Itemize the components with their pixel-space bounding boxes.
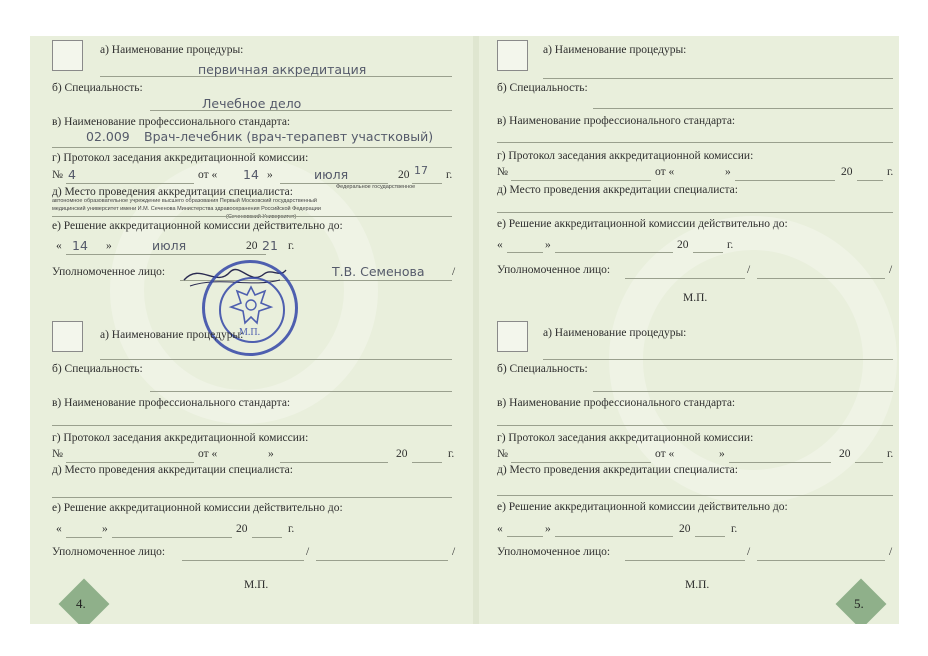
specialty-label: б) Специальность: bbox=[52, 82, 143, 94]
protocol-number-sign: № bbox=[497, 166, 508, 178]
authorized-label: Уполномоченное лицо: bbox=[52, 546, 166, 558]
protocol-number-sign: № bbox=[497, 448, 508, 460]
decision-label: е) Решение аккредитационной комиссии действительно до: bbox=[497, 218, 788, 230]
place-line bbox=[497, 212, 893, 213]
place-line bbox=[52, 497, 452, 498]
protocol-year-line bbox=[412, 183, 442, 184]
standard-label: в) Наименование профессионального стандарта: bbox=[52, 116, 291, 128]
valid-year-line bbox=[693, 252, 723, 253]
protocol-day-close: » bbox=[719, 448, 725, 460]
protocol-label: г) Протокол заседания аккредитационной комиссии: bbox=[497, 150, 754, 162]
valid-day-line bbox=[66, 537, 102, 538]
authorized-slash: / bbox=[452, 266, 456, 278]
procedure-line bbox=[100, 359, 452, 360]
place-line bbox=[52, 216, 452, 217]
protocol-number-line bbox=[66, 183, 194, 184]
authorized-label: Уполномоченное лицо: bbox=[52, 266, 166, 278]
valid-open-quote: « bbox=[56, 523, 62, 535]
protocol-year-prefix: 20 bbox=[396, 448, 408, 460]
protocol-year: 17 bbox=[414, 164, 428, 177]
protocol-month-line bbox=[729, 462, 831, 463]
valid-month-line bbox=[555, 536, 673, 537]
entry-checkbox bbox=[52, 321, 83, 352]
mp-label: М.П. bbox=[244, 579, 269, 591]
procedure-label: а) Наименование процедуры: bbox=[100, 329, 244, 341]
valid-open-quote: « bbox=[56, 240, 62, 252]
place-value-1: Федеральное государственное bbox=[336, 184, 416, 190]
standard-code: 02.009 bbox=[86, 129, 130, 144]
valid-month: июля bbox=[152, 238, 187, 253]
protocol-from: от « bbox=[655, 448, 675, 460]
procedure-line bbox=[543, 359, 893, 360]
protocol-year-line bbox=[412, 462, 442, 463]
valid-year-prefix: 20 bbox=[246, 240, 258, 252]
decision-label: е) Решение аккредитационной комиссии действительно до: bbox=[497, 501, 788, 513]
specialty-label: б) Специальность: bbox=[52, 363, 143, 375]
protocol-month-line bbox=[735, 180, 835, 181]
page-number-right: 5. bbox=[854, 596, 864, 611]
standard-line bbox=[52, 147, 452, 148]
protocol-from: от « bbox=[198, 169, 218, 181]
authorized-slash-mid: / bbox=[747, 264, 751, 276]
valid-month-line bbox=[112, 537, 232, 538]
valid-close-quote: » bbox=[102, 523, 108, 535]
valid-day-line bbox=[507, 536, 543, 537]
protocol-month-line bbox=[280, 462, 388, 463]
procedure-label: а) Наименование процедуры: bbox=[543, 44, 687, 56]
valid-close-quote: » bbox=[545, 239, 551, 251]
standard-line bbox=[497, 142, 893, 143]
authorized-label: Уполномоченное лицо: bbox=[497, 546, 611, 558]
standard-label: в) Наименование профессионального стандарта: bbox=[52, 397, 291, 409]
valid-close-quote: » bbox=[545, 523, 551, 535]
entry-checkbox bbox=[52, 40, 83, 71]
entry-checkbox bbox=[497, 40, 528, 71]
place-label: д) Место проведения аккредитации специалиста: bbox=[497, 184, 738, 196]
standard-line bbox=[52, 425, 452, 426]
authorized-line-1 bbox=[625, 278, 745, 279]
procedure-line bbox=[543, 78, 893, 79]
mp-label: М.П. bbox=[685, 579, 710, 591]
authorized-slash: / bbox=[452, 546, 456, 558]
protocol-label: г) Протокол заседания аккредитационной комиссии: bbox=[52, 152, 309, 164]
specialty-line bbox=[593, 108, 893, 109]
valid-year-prefix: 20 bbox=[677, 239, 689, 251]
valid-line bbox=[66, 254, 266, 255]
protocol-number-line bbox=[66, 462, 194, 463]
decision-label: е) Решение аккредитационной комиссии действительно до: bbox=[52, 502, 343, 514]
protocol-day-close: » bbox=[268, 448, 274, 460]
standard-label: в) Наименование профессионального стандарта: bbox=[497, 397, 736, 409]
procedure-label: а) Наименование процедуры: bbox=[100, 44, 244, 56]
page-number-left: 4. bbox=[76, 596, 86, 611]
accreditation-entry-3 bbox=[479, 36, 899, 306]
valid-year-prefix: 20 bbox=[236, 523, 248, 535]
protocol-number: 4 bbox=[68, 167, 76, 182]
valid-close-quote: » bbox=[106, 240, 112, 252]
protocol-month: июля bbox=[314, 167, 349, 182]
authorized-line-2 bbox=[757, 560, 885, 561]
valid-year-line bbox=[695, 536, 725, 537]
signer-name: Т.В. Семенова bbox=[332, 264, 425, 279]
accreditation-entry-4 bbox=[479, 319, 899, 589]
place-label: д) Место проведения аккредитации специалиста: bbox=[52, 464, 293, 476]
decision-label: е) Решение аккредитационной комиссии действительно до: bbox=[52, 220, 343, 232]
protocol-label: г) Протокол заседания аккредитационной комиссии: bbox=[497, 432, 754, 444]
left-page bbox=[30, 36, 473, 624]
valid-year-suffix: г. bbox=[288, 523, 295, 535]
protocol-year-prefix: 20 bbox=[398, 169, 410, 181]
place-label: д) Место проведения аккредитации специалиста: bbox=[497, 464, 738, 476]
valid-open-quote: « bbox=[497, 239, 503, 251]
protocol-year-line bbox=[855, 462, 883, 463]
authorized-slash: / bbox=[889, 546, 893, 558]
place-value-3: медицинский университет имени И.М. Сеченова Министерства здравоохранения Российской Федерации bbox=[52, 206, 321, 212]
valid-year-suffix: г. bbox=[731, 523, 738, 535]
protocol-number-sign: № bbox=[52, 448, 63, 460]
valid-day-line bbox=[507, 252, 543, 253]
protocol-year-line bbox=[857, 180, 883, 181]
authorized-slash-mid: / bbox=[306, 546, 310, 558]
mp-label: М.П. bbox=[683, 292, 708, 304]
procedure-value: первичная аккредитация bbox=[198, 62, 367, 77]
valid-year-line bbox=[252, 537, 282, 538]
standard-name: Врач-лечебник (врач-терапевт участковый) bbox=[144, 129, 434, 144]
place-line bbox=[497, 495, 893, 496]
specialty-label: б) Специальность: bbox=[497, 363, 588, 375]
protocol-day: 14 bbox=[243, 167, 259, 182]
protocol-from: от « bbox=[655, 166, 675, 178]
protocol-number-line bbox=[511, 462, 651, 463]
standard-label: в) Наименование профессионального стандарта: bbox=[497, 115, 736, 127]
protocol-label: г) Протокол заседания аккредитационной комиссии: bbox=[52, 432, 309, 444]
protocol-number-sign: № bbox=[52, 169, 63, 181]
place-value-2: автономное образовательное учреждение высшего образования Первый Московский государственный bbox=[52, 198, 317, 204]
authorized-line-1 bbox=[625, 560, 745, 561]
specialty-line bbox=[593, 391, 893, 392]
valid-year-suffix: г. bbox=[288, 240, 295, 252]
protocol-day-close: » bbox=[267, 169, 273, 181]
entry-checkbox bbox=[497, 321, 528, 352]
place-label: д) Место проведения аккредитации специалиста: bbox=[52, 186, 293, 198]
valid-open-quote: « bbox=[497, 523, 503, 535]
protocol-year-suffix: г. bbox=[887, 166, 894, 178]
specialty-value: Лечебное дело bbox=[202, 96, 302, 111]
protocol-from: от « bbox=[198, 448, 218, 460]
standard-line bbox=[497, 425, 893, 426]
authorized-line-2 bbox=[757, 278, 885, 279]
protocol-year-prefix: 20 bbox=[839, 448, 851, 460]
protocol-number-line bbox=[511, 180, 651, 181]
valid-year-suffix: г. bbox=[727, 239, 734, 251]
protocol-year-prefix: 20 bbox=[841, 166, 853, 178]
valid-year-prefix: 20 bbox=[679, 523, 691, 535]
procedure-label: а) Наименование процедуры: bbox=[543, 327, 687, 339]
specialty-label: б) Специальность: bbox=[497, 82, 588, 94]
authorized-line-1 bbox=[182, 560, 304, 561]
valid-year: 21 bbox=[262, 238, 278, 253]
right-page bbox=[479, 36, 899, 624]
protocol-year-suffix: г. bbox=[446, 169, 453, 181]
protocol-day-close: » bbox=[725, 166, 731, 178]
stamp-mp: М.П. bbox=[239, 327, 261, 338]
place-value-4: (Сеченовский Университет) bbox=[226, 214, 297, 220]
valid-month-line bbox=[555, 252, 673, 253]
protocol-year-suffix: г. bbox=[448, 448, 455, 460]
protocol-year-suffix: г. bbox=[887, 448, 894, 460]
authorized-slash: / bbox=[889, 264, 893, 276]
valid-day: 14 bbox=[72, 238, 88, 253]
authorized-line-2 bbox=[316, 560, 448, 561]
accreditation-entry-2 bbox=[30, 319, 473, 589]
authorized-label: Уполномоченное лицо: bbox=[497, 264, 611, 276]
specialty-line bbox=[150, 391, 452, 392]
authorized-slash-mid: / bbox=[747, 546, 751, 558]
